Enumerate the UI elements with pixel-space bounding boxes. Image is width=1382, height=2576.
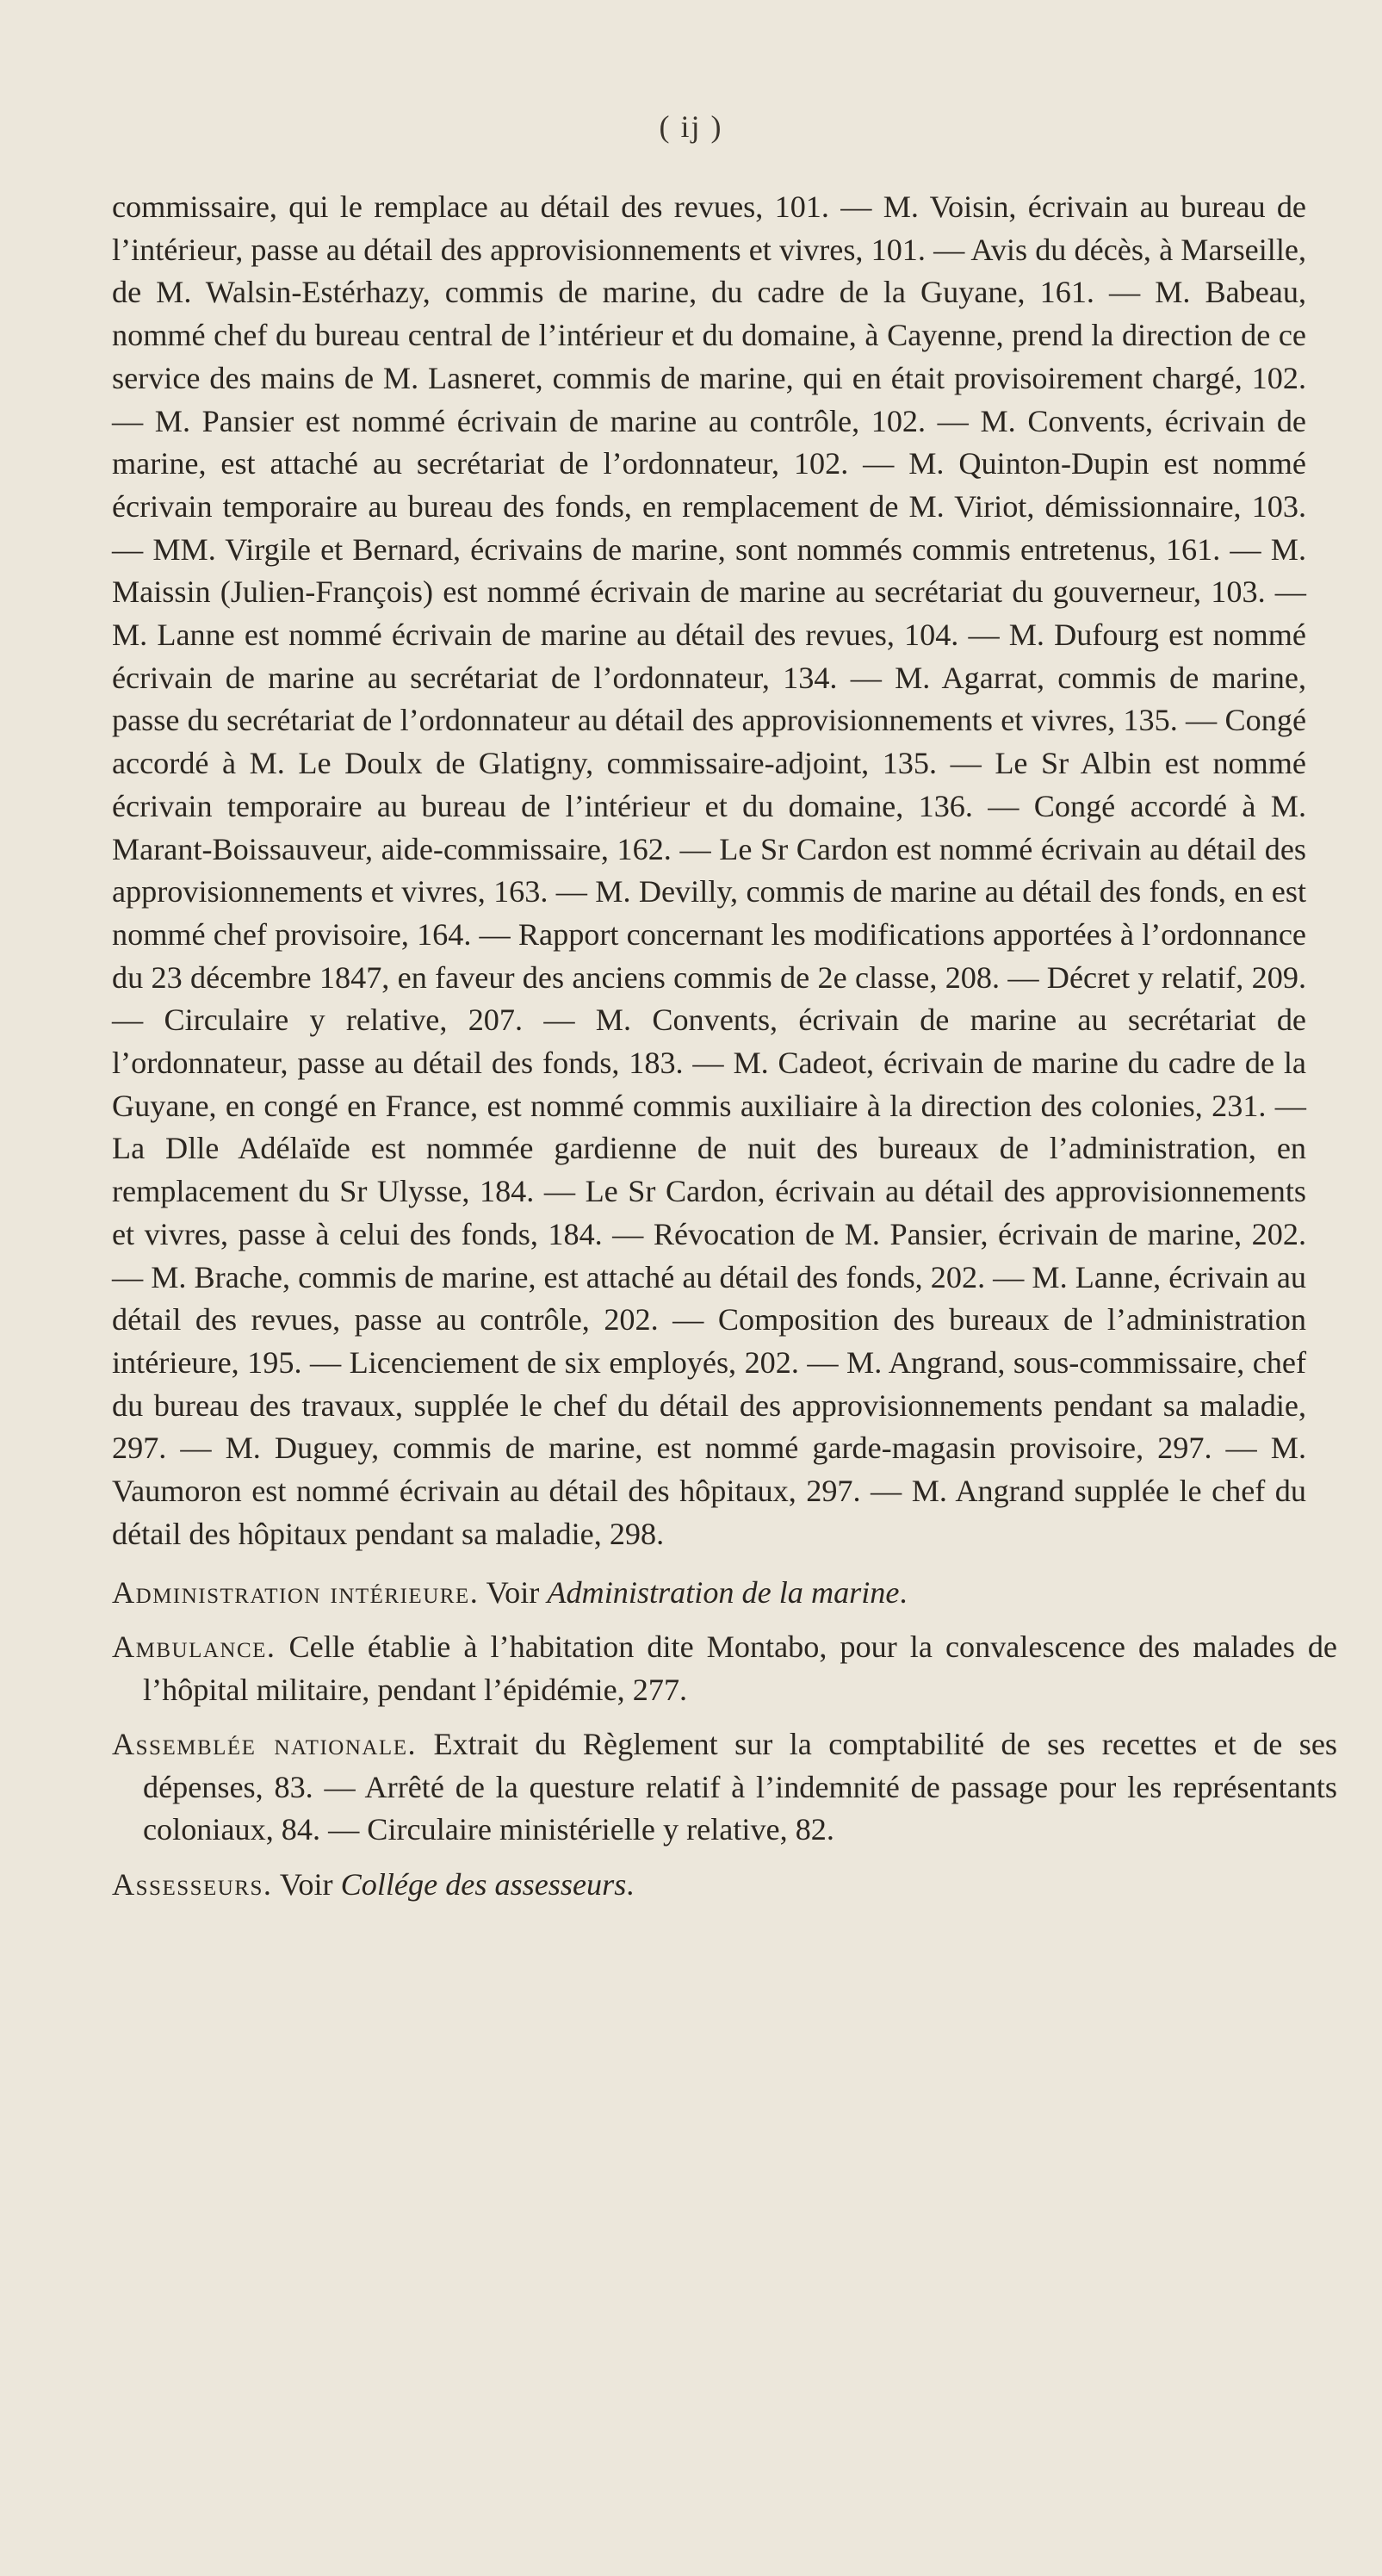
index-entry-assemblee: [112, 1723, 1337, 1852]
entry-text: Celle établie à l’habitation dite Montabo, pour la convalescence des malades de l’hôpital militaire, pendant l’épidémie, 277.: [143, 1629, 1337, 1707]
entry-headword: Assesseurs.: [112, 1866, 273, 1902]
entry-headword: Ambulance.: [112, 1629, 276, 1664]
index-entry-ambulance: [112, 1626, 1337, 1711]
entry-tail: .: [626, 1866, 635, 1902]
entry-text: Extrait du Règlement sur la comptabilité de ses recettes et de ses dépenses, 83. — Arrêté de la questure relatif à l’indemnité de passage pour les représentants coloniaux, 84. — Circulaire ministérielle y relative, 82.: [143, 1727, 1337, 1847]
page-number-header: ( ij ): [659, 109, 723, 144]
index-entry-assesseurs: [112, 1864, 1337, 1907]
entry-reference: Collége des assesseurs: [340, 1866, 627, 1902]
entry-text: Voir: [272, 1866, 341, 1902]
body-paragraph: commissaire, qui le remplace au détail des revues, 101. — M. Voisin, écrivain au bureau de l’intérieur, passe au détail des approvisionnements et vivres, 101. — Avis du décès, à Marseille, de M. Walsin-Estérhazy, commis de marine, du cadre de la Guyane, 161. — M. Babeau, nommé chef du bureau central de l’intérieur et du domaine, à Cayenne, prend la direction de ce service des mains de M. Lasneret, commis de marine, qui en était provisoirement chargé, 102. — M. Pansier est nommé écrivain de marine au contrôle, 102. — M. Convents, écrivain de marine, est attaché au secrétariat de l’ordonnateur, 102. — M. Quinton-Dupin est nommé écrivain temporaire au bureau des fonds, en remplacement de M. Viriot, démissionnaire, 103. — MM. Virgile et Bernard, écrivains de marine, sont nommés commis entretenus, 161. — M. Maissin (Julien-François) est nommé écrivain de marine au secrétariat du gouverneur, 103. — M. Lanne est nommé écrivain de marine au détail des revues, 104. — M. Dufourg est nommé écrivain de marine au secrétariat de l’ordonnateur, 134. — M. Agarrat, commis de marine, passe du secrétariat de l’ordonnateur au détail des approvisionnements et vivres, 135. — Congé accordé à M. Le Doulx de Glatigny, commissaire-adjoint, 135. — Le Sr Albin est nommé écrivain temporaire au bureau de l’intérieur et du domaine, 136. — Congé accordé à M. Marant-Boissauveur, aide-commissaire, 162. — Le Sr Cardon est nommé écrivain au détail des approvisionnements et vivres, 163. — M. Devilly, commis de marine au détail des fonds, en est nommé chef provisoire, 164. — Rapport concernant les modifications apportées à l’ordonnance du 23 décembre 1847, en faveur des anciens commis de 2e classe, 208. — Décret y relatif, 209. — Circulaire y relative, 207. — M. Convents, écrivain de marine au secrétariat de l’ordonnateur, passe au détail des fonds, 183. — M. Cadeot, écrivain de marine du cadre de la Guyane, en congé en France, est nommé commis auxiliaire à la direction des colonies, 231. — La Dlle Adélaïde est nommée gardienne de nuit des bureaux de l’administration, en remplacement du Sr Ulysse, 184. — Le Sr Cardon, écrivain au détail des approvisionnements et vivres, passe à celui des fonds, 184. — Révocation de M. Pansier, écrivain de marine, 202. — M. Brache, commis de marine, est attaché au détail des fonds, 202. — M. Lanne, écrivain au détail des revues, passe au contrôle, 202. — Composition des bureaux de l’administration intérieure, 195. — Licenciement de six employés, 202. — M. Angrand, sous-commissaire, chef du bureau des travaux, supplée le chef du détail des approvisionnements pendant sa maladie, 297. — M. Duguey, commis de marine, est nommé garde-magasin provisoire, 297. — M. Vaumoron est nommé écrivain au détail des hôpitaux, 297. — M. Angrand supplée le chef du détail des hôpitaux pendant sa maladie, 298.: [112, 189, 1306, 1551]
entry-reference: Administration de la marine: [547, 1574, 900, 1610]
index-entry-administration: [112, 1572, 1337, 1615]
entry-tail: .: [899, 1574, 908, 1610]
entry-headword: Administration intérieure.: [112, 1574, 480, 1610]
entry-text: Voir: [479, 1574, 548, 1610]
entry-headword: Assemblée nationale.: [112, 1727, 418, 1761]
